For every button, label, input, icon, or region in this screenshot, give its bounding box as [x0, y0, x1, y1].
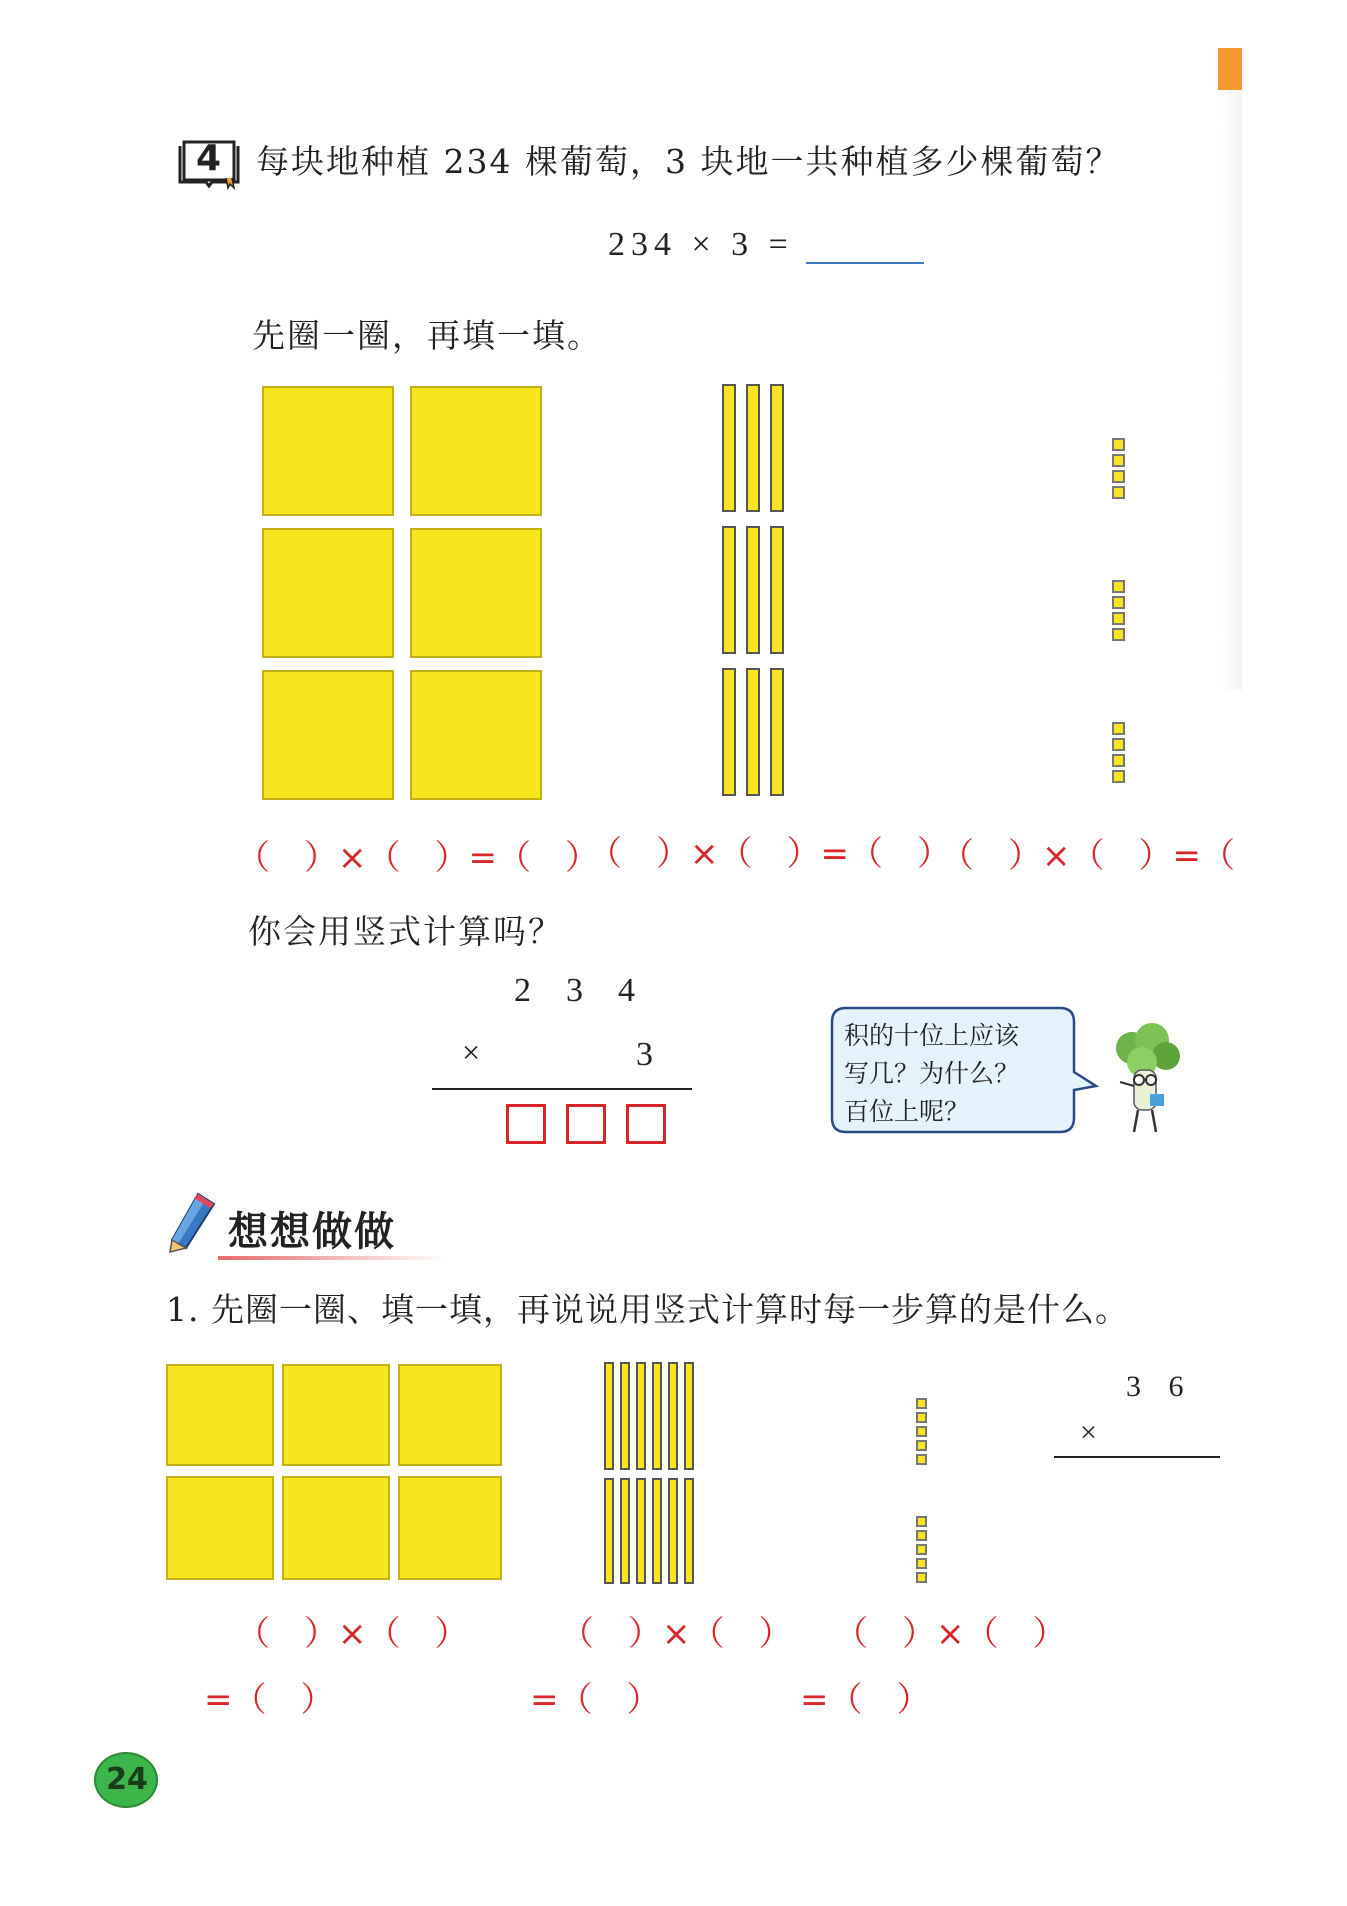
unit-cube	[916, 1412, 927, 1423]
unit-cube	[1112, 438, 1125, 451]
bubble-line-2: 写几？为什么？	[844, 1059, 1020, 1088]
unit-cube	[1112, 770, 1125, 783]
unit-cube	[916, 1454, 927, 1465]
exercise-1-text: 1. 先圈一圈、填一填，再说说用竖式计算时每一步算的是什么。	[166, 1290, 1129, 1329]
fill-row-tens[interactable]: （ ）×（ ）=（ ）	[588, 834, 951, 874]
unit-cube	[1112, 454, 1125, 467]
hundred-block	[262, 670, 394, 800]
hundred-block	[410, 670, 542, 800]
ten-rod	[620, 1362, 630, 1470]
ten-rod	[770, 384, 784, 512]
page-number: 24	[106, 1762, 148, 1797]
speech-bubble	[830, 1006, 1076, 1132]
page-edge-tab	[1218, 48, 1242, 90]
unit-cube	[1112, 628, 1125, 641]
exercise-row-2-line-2[interactable]: =（ ）	[530, 1680, 661, 1720]
page-edge-shade	[1222, 90, 1242, 690]
ten-rod	[652, 1478, 662, 1584]
unit-cube	[1112, 470, 1125, 483]
ten-rod	[636, 1362, 646, 1470]
unit-cube	[916, 1516, 927, 1527]
vertical-multiplier: 3	[636, 1036, 653, 1073]
exercise-row-3-line-1[interactable]: （ ）×（ ）	[834, 1614, 1067, 1654]
exercise-vertical-top: 3 6	[1126, 1370, 1194, 1403]
hundred-block	[282, 1364, 390, 1466]
hundred-block	[262, 386, 394, 516]
answer-box-tens[interactable]	[566, 1104, 606, 1144]
fill-row-hundreds[interactable]: （ ）×（ ）=（ ）	[236, 838, 599, 878]
hundred-block	[282, 1476, 390, 1580]
ten-rod	[746, 668, 760, 796]
example-number: 4	[196, 138, 222, 179]
ten-rod	[652, 1362, 662, 1470]
unit-cube	[916, 1398, 927, 1409]
hundred-block	[398, 1476, 502, 1580]
unit-cube	[1112, 596, 1125, 609]
unit-cube	[1112, 738, 1125, 751]
pencil-icon	[164, 1190, 220, 1254]
instruction-circle-fill: 先圈一圈，再填一填。	[252, 316, 602, 355]
hundred-block	[410, 528, 542, 658]
ten-rod	[668, 1362, 678, 1470]
exercise-vertical-line	[1054, 1456, 1220, 1458]
ten-rod	[620, 1478, 630, 1584]
unit-cube	[916, 1530, 927, 1541]
hundred-block	[410, 386, 542, 516]
section-title: 想想做做	[228, 1209, 396, 1255]
vertical-question: 你会用竖式计算吗？	[248, 912, 563, 951]
unit-cube	[1112, 754, 1125, 767]
unit-cube	[916, 1558, 927, 1569]
ten-rod	[770, 668, 784, 796]
answer-box-hundreds[interactable]	[506, 1104, 546, 1144]
hundred-block	[398, 1364, 502, 1466]
exercise-row-1-line-2[interactable]: =（ ）	[204, 1680, 335, 1720]
exercise-vertical-clip	[1050, 1370, 1220, 1470]
ten-rod	[770, 526, 784, 654]
ten-rod	[668, 1478, 678, 1584]
unit-cube	[1112, 722, 1125, 735]
hundred-block	[262, 528, 394, 658]
unit-cube	[1112, 612, 1125, 625]
example-equation: 234 × 3 =	[608, 226, 794, 263]
ten-rod	[746, 384, 760, 512]
section-title-underline	[218, 1256, 448, 1260]
ten-rod	[684, 1362, 694, 1470]
ten-rod	[684, 1478, 694, 1584]
exercise-row-1-line-1[interactable]: （ ）×（ ）	[236, 1614, 469, 1654]
ten-rod	[604, 1362, 614, 1470]
example-question: 每块地种植 234 棵葡萄，3 块地一共种植多少棵葡萄？	[256, 142, 1121, 181]
hundred-block	[166, 1476, 274, 1580]
ten-rod	[604, 1478, 614, 1584]
vertical-line	[432, 1088, 692, 1090]
unit-cube	[916, 1426, 927, 1437]
fill-row-ones[interactable]: （ ）×（ ）=（	[940, 836, 1235, 876]
unit-cube	[1112, 580, 1125, 593]
answer-box-ones[interactable]	[626, 1104, 666, 1144]
ten-rod	[722, 526, 736, 654]
unit-cube	[916, 1572, 927, 1583]
ten-rod	[636, 1478, 646, 1584]
exercise-vertical-times: ×	[1080, 1416, 1097, 1449]
unit-cube	[916, 1544, 927, 1555]
ten-rod	[722, 668, 736, 796]
ten-rod	[746, 526, 760, 654]
broccoli-character-illustration	[1106, 1020, 1186, 1140]
hundred-block	[166, 1364, 274, 1466]
unit-cube	[916, 1440, 927, 1451]
vertical-top-number: 2 3 4	[514, 972, 641, 1009]
ten-rod	[722, 384, 736, 512]
equation-answer-blank[interactable]	[806, 262, 924, 264]
bubble-line-1: 积的十位上应该	[844, 1021, 1020, 1050]
bubble-line-3: 百位上呢？	[844, 1097, 970, 1126]
exercise-row-2-line-1[interactable]: （ ）×（ ）	[560, 1614, 793, 1654]
exercise-row-3-line-2[interactable]: =（ ）	[800, 1680, 931, 1720]
unit-cube	[1112, 486, 1125, 499]
vertical-times-sign: ×	[462, 1034, 481, 1070]
